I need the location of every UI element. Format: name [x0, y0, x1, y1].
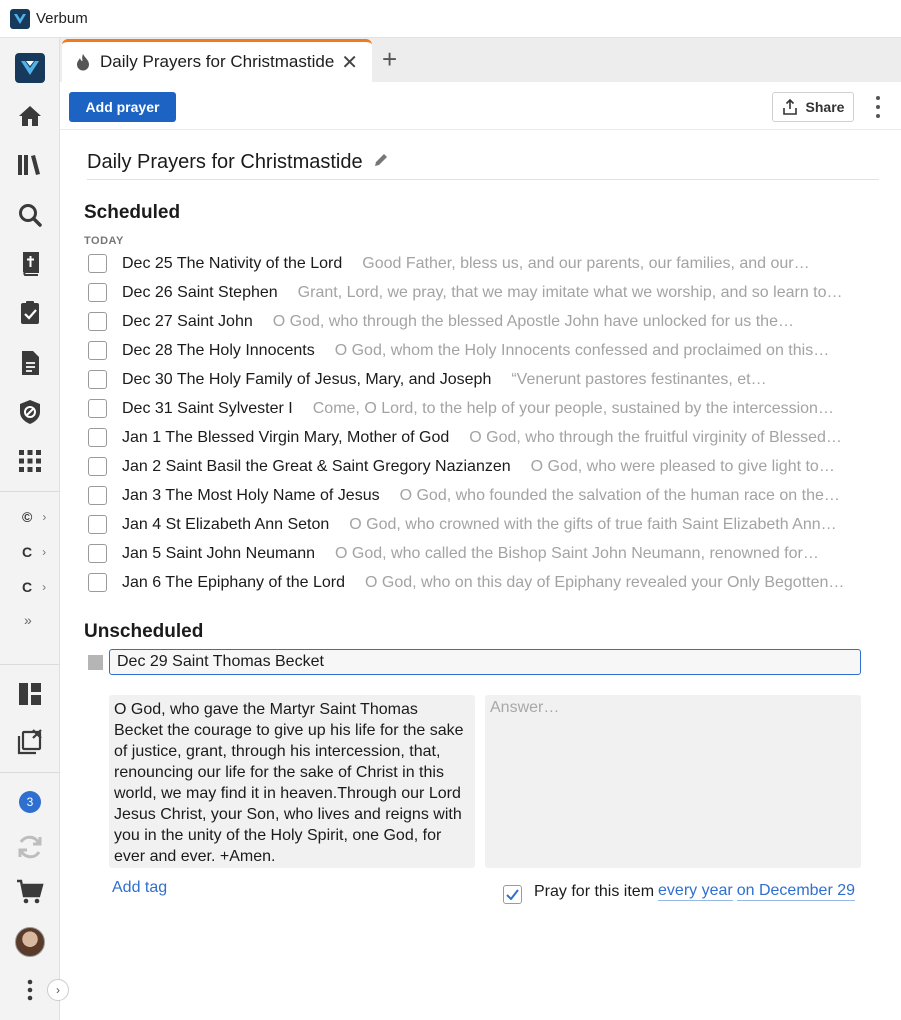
- prayer-row[interactable]: [88, 394, 878, 423]
- unscheduled-item-row: [88, 649, 863, 675]
- date-link[interactable]: on December 29: [736, 882, 856, 899]
- chevron-right-icon: ›: [42, 545, 47, 559]
- verbum-logo-icon: [10, 9, 30, 29]
- prayer-title: Jan 5 Saint John Neumann: [122, 544, 316, 562]
- prayer-checkbox[interactable]: [88, 283, 107, 302]
- page-title: [87, 151, 389, 174]
- prayer-checkbox[interactable]: [88, 457, 107, 476]
- prayer-body-textarea[interactable]: O God, who gave the Martyr Saint Thomas Becket the courage to give up his life for the sake of justice, grant, through his intercession, that, renouncing our life for the sake of Christ in this world, we may find it in heaven.Through our Lord Jesus Christ, your Son, who lives and reigns with you in the unity of the Holy Spirit, one God, for ever and ever. +Amen.: [109, 695, 475, 868]
- chevron-right-icon: ›: [56, 983, 60, 997]
- pray-label: Pray for this item: [534, 882, 655, 900]
- prayer-list-document: [60, 131, 901, 1020]
- tab-label: Daily Prayers for Christmastide: [100, 52, 335, 71]
- chevron-right-icon: ›: [42, 510, 47, 524]
- prayer-title: Dec 30 The Holy Family of Jesus, Mary, and Joseph: [122, 370, 492, 388]
- title-bar: [0, 0, 901, 38]
- prayer-checkbox[interactable]: [88, 312, 107, 331]
- prayer-title: Jan 3 The Most Holy Name of Jesus: [122, 486, 380, 504]
- prayer-row[interactable]: [88, 278, 878, 307]
- drag-handle-icon[interactable]: [88, 655, 103, 670]
- add-tab-icon[interactable]: +: [382, 44, 398, 74]
- faithlife-shield-icon[interactable]: [0, 392, 60, 432]
- bible-icon[interactable]: [0, 244, 60, 284]
- close-all-panels-icon[interactable]: [0, 722, 60, 762]
- sidebar: [0, 38, 60, 1020]
- prayer-preview: Come, O Lord, to the help of your people, sustained by the intercession…: [312, 399, 834, 417]
- sidebar-divider: [0, 664, 60, 665]
- more-options-icon[interactable]: [872, 96, 884, 118]
- verbum-home-logo-icon[interactable]: [0, 48, 60, 88]
- tab-bar: [60, 38, 901, 82]
- prayer-title: Jan 4 St Elizabeth Ann Seton: [122, 515, 330, 533]
- prayer-row[interactable]: [88, 249, 878, 278]
- sidebar-divider: [0, 491, 60, 492]
- tab-daily-prayers[interactable]: [62, 39, 372, 82]
- prayer-checkbox[interactable]: [88, 573, 107, 592]
- share-icon: [782, 99, 798, 115]
- sidebar-shortcut-3[interactable]: C ›: [22, 579, 47, 595]
- sidebar-divider: [0, 772, 60, 773]
- home-icon[interactable]: [0, 96, 60, 136]
- answer-textarea[interactable]: Answer…: [485, 695, 861, 868]
- checkmark-icon: [506, 889, 519, 900]
- prayer-title: Jan 1 The Blessed Virgin Mary, Mother of God: [122, 428, 450, 446]
- prayer-checkbox[interactable]: [88, 370, 107, 389]
- document-title[interactable]: Daily Prayers for Christmastide: [87, 151, 363, 173]
- sync-icon[interactable]: [0, 827, 60, 867]
- cart-icon[interactable]: [0, 872, 60, 912]
- prayer-flame-icon: [76, 53, 90, 71]
- prayer-row[interactable]: [88, 452, 878, 481]
- prayer-preview: Good Father, bless us, and our parents, our families, and our…: [362, 254, 810, 272]
- prayer-title: Dec 27 Saint John: [122, 312, 253, 330]
- prayer-title: Dec 28 The Holy Innocents: [122, 341, 315, 359]
- prayer-title-input[interactable]: Dec 29 Saint Thomas Becket: [109, 649, 861, 675]
- prayer-preview: O God, who founded the salvation of the human race on the…: [399, 486, 840, 504]
- scheduled-list: [88, 249, 878, 597]
- prayer-preview: O God, who through the blessed Apostle John have unlocked for us the…: [272, 312, 794, 330]
- prayer-row[interactable]: [88, 336, 878, 365]
- prayer-preview: O God, who crowned with the gifts of true faith Saint Elizabeth Ann…: [349, 515, 837, 533]
- prayer-title: Dec 31 Saint Sylvester I: [122, 399, 293, 417]
- prayer-checkbox[interactable]: [88, 428, 107, 447]
- prayer-checkbox[interactable]: [88, 515, 107, 534]
- search-icon[interactable]: [0, 195, 60, 235]
- prayer-preview: O God, who on this day of Epiphany revealed your Only Begotten…: [364, 573, 845, 591]
- prayer-row[interactable]: [88, 510, 878, 539]
- window-title: Verbum: [36, 10, 88, 27]
- add-prayer-button[interactable]: Add prayer: [69, 92, 176, 122]
- prayer-checkbox[interactable]: [88, 544, 107, 563]
- prayer-preview: Grant, Lord, we pray, that we may imitate what we worship, and so learn to…: [297, 283, 843, 301]
- prayer-title: Dec 26 Saint Stephen: [122, 283, 278, 301]
- prayer-preview: O God, who called the Bishop Saint John Neumann, renowned for…: [335, 544, 819, 562]
- add-tag-link[interactable]: Add tag: [112, 879, 168, 896]
- pray-checkbox[interactable]: [503, 885, 522, 904]
- pray-schedule-row: [503, 879, 855, 904]
- today-label: TODAY: [84, 235, 124, 247]
- apps-grid-icon[interactable]: [0, 441, 60, 481]
- frequency-link[interactable]: every year: [658, 882, 733, 899]
- prayer-list-icon[interactable]: [0, 293, 60, 333]
- document-icon[interactable]: [0, 343, 60, 383]
- prayer-preview: O God, whom the Holy Innocents confessed and proclaimed on this…: [334, 341, 830, 359]
- title-divider: [87, 179, 879, 180]
- user-avatar[interactable]: [0, 922, 60, 962]
- prayer-preview: “Venerunt pastores festinantes, et…: [511, 370, 767, 388]
- prayer-row[interactable]: [88, 423, 878, 452]
- prayer-row[interactable]: [88, 481, 878, 510]
- prayer-title: Jan 2 Saint Basil the Great & Saint Gregory Nazianzen: [122, 457, 511, 475]
- prayer-preview: O God, who were pleased to give light to…: [530, 457, 835, 475]
- prayer-row[interactable]: [88, 568, 878, 597]
- share-label: Share: [805, 99, 845, 115]
- layouts-icon[interactable]: [0, 674, 60, 714]
- share-button[interactable]: [772, 92, 854, 122]
- toolbar: [60, 82, 901, 130]
- prayer-row[interactable]: [88, 365, 878, 394]
- scheduled-heading: Scheduled: [84, 202, 181, 223]
- close-icon[interactable]: ✕: [341, 51, 358, 74]
- more-shortcuts-icon[interactable]: »: [24, 612, 32, 628]
- unscheduled-heading: Unscheduled: [84, 621, 204, 642]
- prayer-checkbox[interactable]: [88, 399, 107, 418]
- prayer-checkbox[interactable]: [88, 341, 107, 360]
- sidebar-shortcut-2[interactable]: C ›: [22, 544, 47, 560]
- library-icon[interactable]: [0, 145, 60, 185]
- sidebar-shortcut-1[interactable]: © ›: [22, 509, 47, 525]
- notifications-badge[interactable]: 3: [0, 782, 60, 822]
- prayer-row[interactable]: [88, 539, 878, 568]
- prayer-checkbox[interactable]: [88, 254, 107, 273]
- prayer-title: Dec 25 The Nativity of the Lord: [122, 254, 343, 272]
- prayer-title: Jan 6 The Epiphany of the Lord: [122, 573, 345, 591]
- prayer-row[interactable]: [88, 307, 878, 336]
- avatar: [15, 927, 45, 957]
- prayer-checkbox[interactable]: [88, 486, 107, 505]
- edit-pencil-icon[interactable]: [373, 151, 389, 174]
- chevron-right-icon: ›: [42, 580, 47, 594]
- prayer-preview: O God, who through the fruitful virginity of Blessed…: [469, 428, 842, 446]
